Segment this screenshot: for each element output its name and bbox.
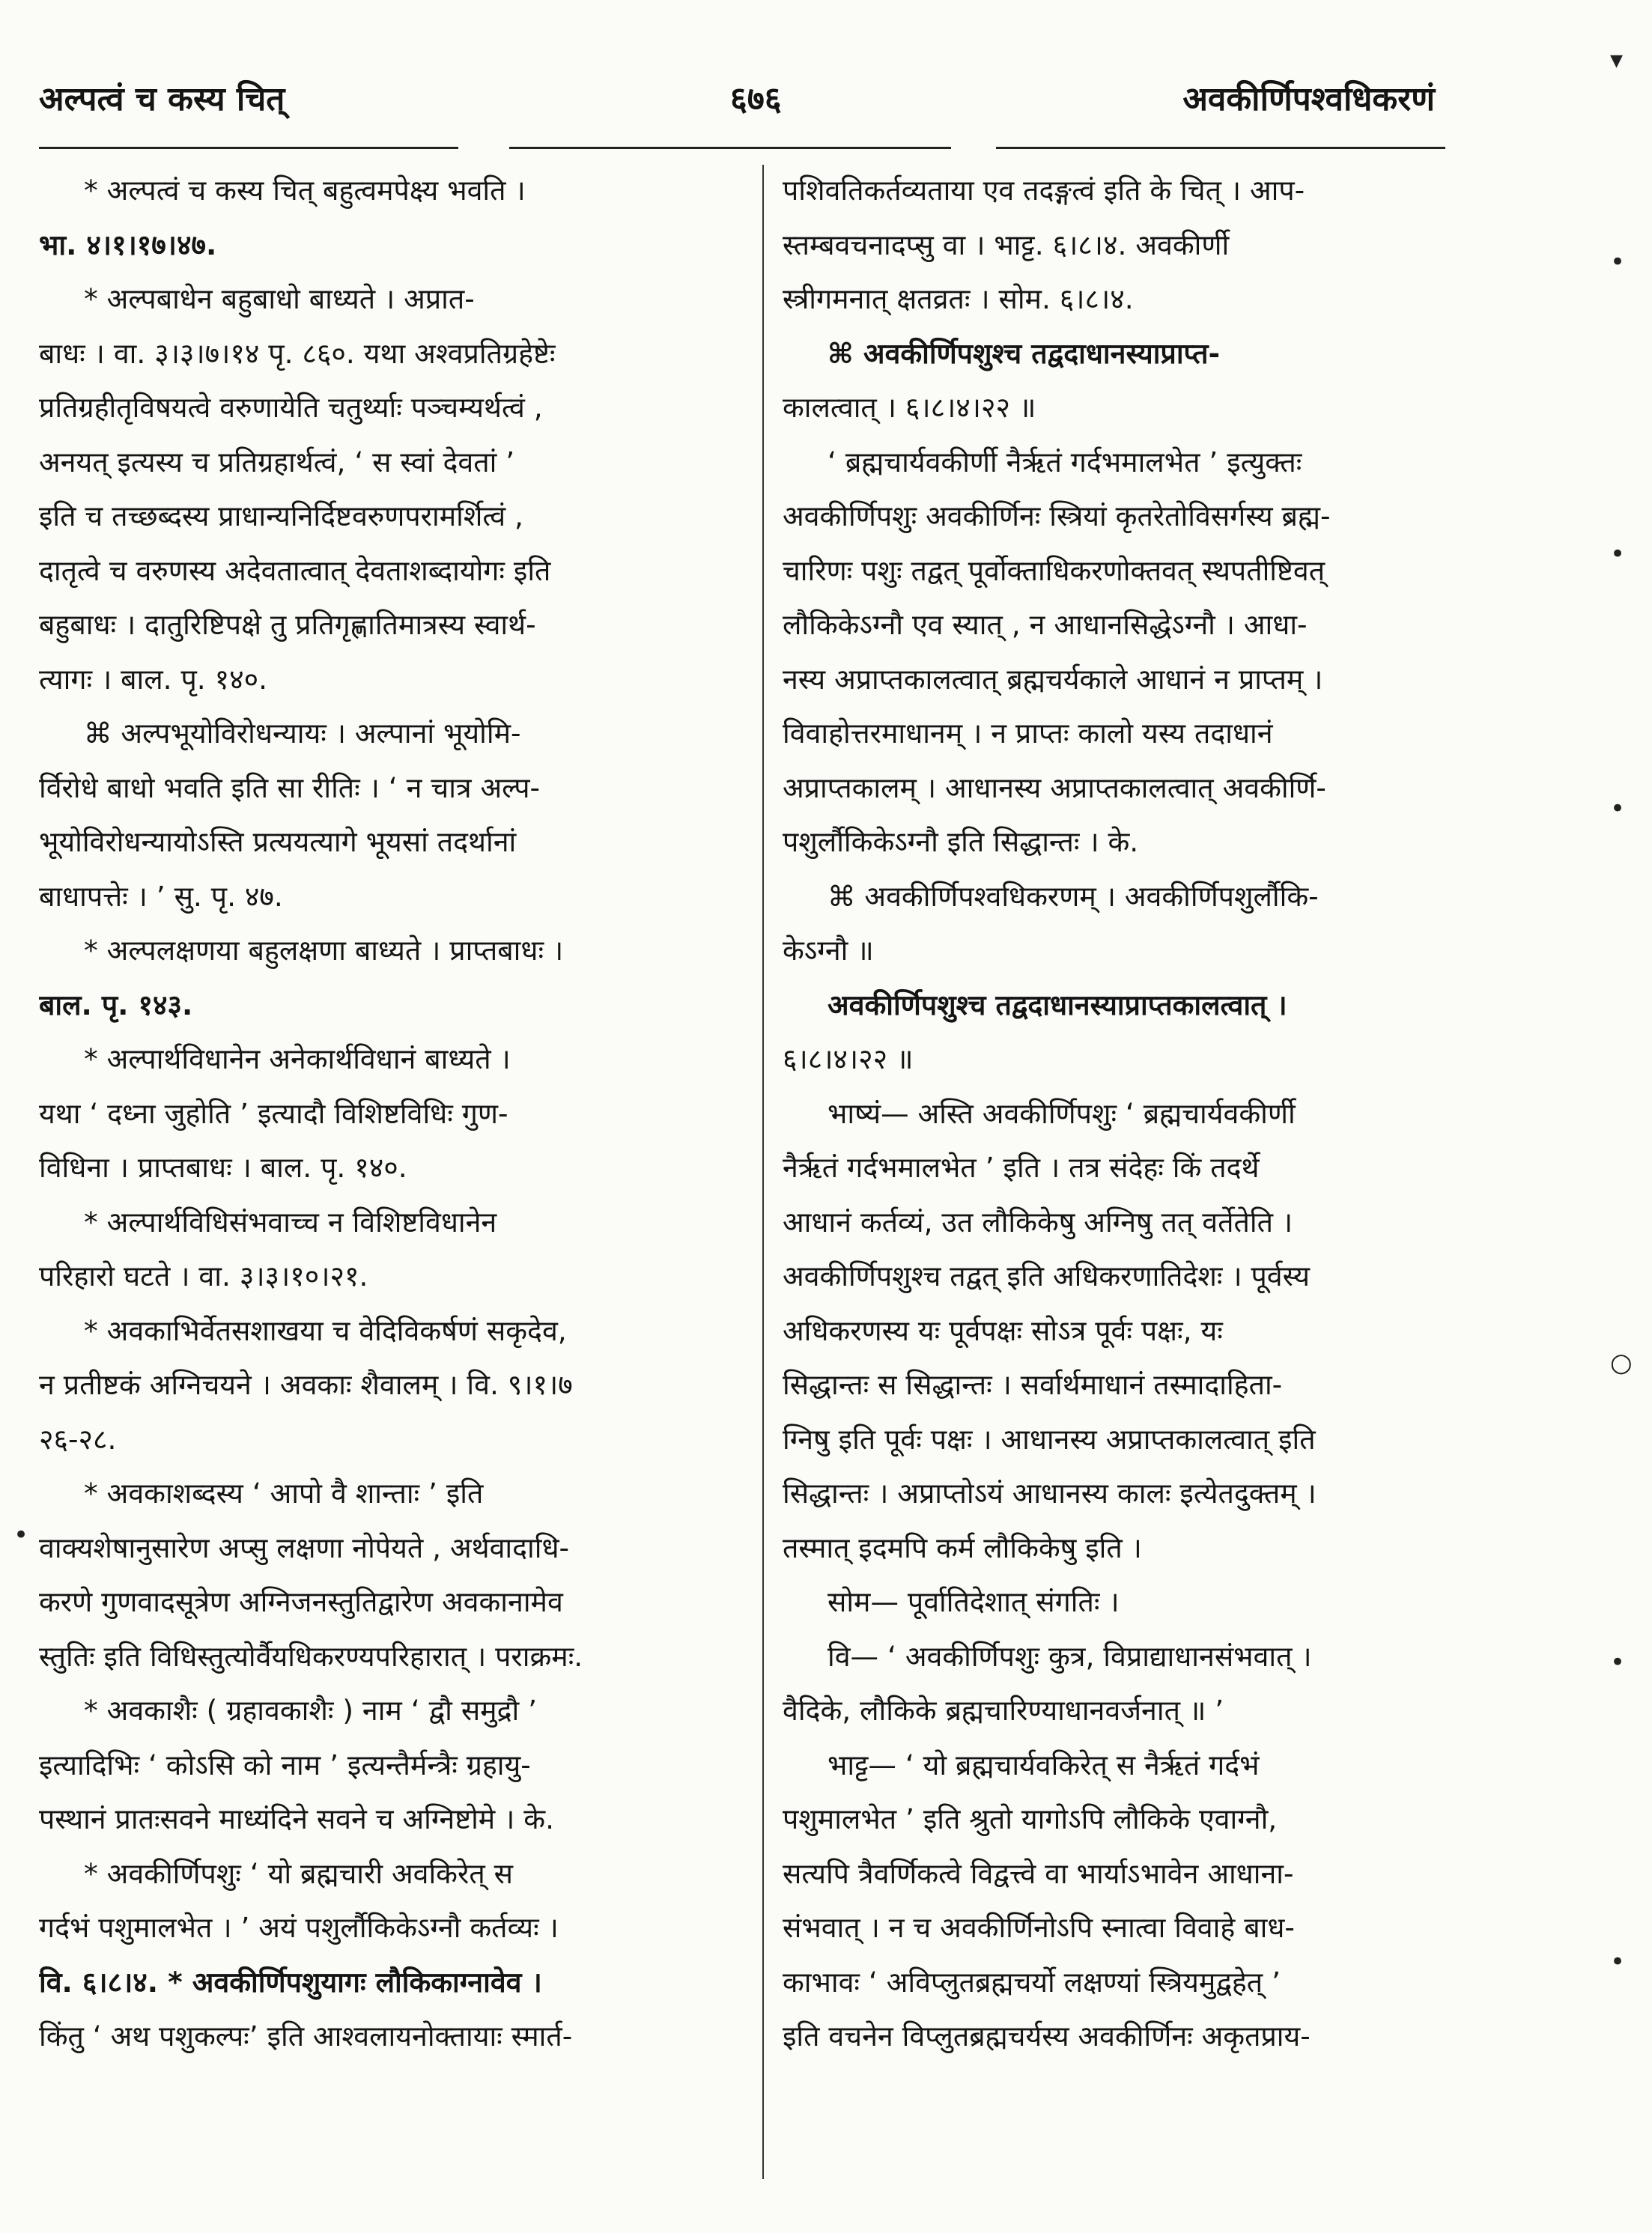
header-rule-left <box>39 147 458 149</box>
text-line: बाल. पृ. १४३. <box>39 988 193 1021</box>
margin-mark: • <box>1610 1647 1626 1677</box>
text-line: सोम— पूर्वातिदेशात् संगतिः । <box>827 1585 1120 1618</box>
text-line: भा. ४।१।१७।४७. <box>39 228 217 261</box>
text-line: * अल्पत्वं च कस्य चित् बहुत्वमपेक्ष्य भवति । <box>84 174 526 207</box>
text-line: पस्थानं प्रातःसवने माध्यंदिने सवने च अग्निष्टोमे । के. <box>39 1802 555 1835</box>
text-line: * अल्पबाधेन बहुबाधो बाध्यते । अप्रात- <box>84 282 475 315</box>
text-line: परिहारो घटते । वा. ३।३।१०।२१. <box>39 1260 368 1292</box>
text-line: सिद्धान्तः स सिद्धान्तः । सर्वार्थमाधानं तस्मादाहिता- <box>783 1368 1283 1401</box>
text-line: प्रतिग्रहीतृविषयत्वे वरुणायेति चतुर्थ्याः पञ्चम्यर्थत्वं , <box>39 391 543 424</box>
text-line: अनयत् इत्यस्य च प्रतिग्रहार्थत्वं, ‘ स स्वां देवतां ’ <box>39 445 515 478</box>
text-line: पशुर्लौकिकेऽग्नौ इति सिद्धान्तः । के. <box>783 825 1139 858</box>
text-line: सिद्धान्तः । अप्राप्तोऽयं आधानस्य कालः इत्येतदुक्तम् । <box>783 1477 1317 1510</box>
text-line: ⌘ अवकीर्णिपशुश्च तद्वदाधानस्याप्राप्त- <box>827 336 1221 370</box>
text-line: * अवकीर्णिपशुः ‘ यो ब्रह्मचारी अवकिरेत् स <box>84 1856 513 1890</box>
text-line: यथा ‘ दध्ना जुहोति ’ इत्यादौ विशिष्टविधिः गुण- <box>39 1096 508 1130</box>
margin-mark: • <box>1610 1947 1626 1977</box>
text-line: वि. ६।८।४. * अवकीर्णिपशुयागः लौकिकाग्नावेव । <box>39 1965 542 1999</box>
text-line: केऽग्नौ ॥ <box>783 934 874 967</box>
text-line: दातृत्वे च वरुणस्य अदेवतात्वात् देवताशब्दायोगः इति <box>39 553 551 587</box>
text-line: * अवकाशब्दस्य ‘ आपो वै शान्ताः ’ इति <box>84 1477 484 1510</box>
text-line: * अल्पलक्षणया बहुलक्षणा बाध्यते । प्राप्तबाधः । <box>84 934 564 967</box>
text-line: विधिना । प्राप्तबाधः । बाल. पृ. १४०. <box>39 1151 407 1184</box>
text-line: न प्रतीष्टकं अग्निचयने । अवकाः शैवालम् । वि. ९।१।७ <box>39 1368 573 1401</box>
margin-mark: • <box>13 1520 29 1550</box>
text-line: इत्यादिभिः ‘ कोऽसि को नाम ’ इत्यन्तैर्मन्त्रैः ग्रहायु- <box>39 1748 531 1781</box>
text-line: स्तुतिः इति विधिस्तुत्योर्वैयधिकरण्यपरिहारात् । पराक्रमः. <box>39 1639 583 1673</box>
text-line: २६-२८. <box>39 1422 117 1456</box>
text-line: स्तम्बवचनादप्सु वा । भाट्ट. ६।८।४. अवकीर्णी <box>783 228 1230 261</box>
text-line: नस्य अप्राप्तकालत्वात् ब्रह्मचर्यकाले आधानं न प्राप्तम् । <box>783 662 1323 696</box>
text-line: बाधापत्तेः । ’ सु. पृ. ४७. <box>39 879 283 913</box>
text-line: अधिकरणस्य यः पूर्वपक्षः सोऽत्र पूर्वः पक्षः, यः <box>783 1313 1223 1347</box>
text-line: * अवकाशैः ( ग्रहावकाशैः ) नाम ‘ द्वौ समुद्रौ ’ <box>84 1694 538 1727</box>
page-number: ६७६ <box>730 80 782 118</box>
text-line: अवकीर्णिपशुः अवकीर्णिनः स्त्रियां कृतरेतोविसर्गस्य ब्रह्म- <box>783 499 1331 532</box>
text-line: काभावः ‘ अविप्लुतब्रह्मचर्यो लक्षण्यां स्त्रियमुद्वहेत् ’ <box>783 1965 1281 1999</box>
text-line: र्विरोधे बाधो भवति इति सा रीतिः । ‘ न चात्र अल्प- <box>39 771 541 804</box>
margin-mark: • <box>1610 247 1626 277</box>
text-line: अप्राप्तकालम् । आधानस्य अप्राप्तकालत्वात् अवकीर्णि- <box>783 771 1326 804</box>
text-line: विवाहोत्तरमाधानम् । न प्राप्तः कालो यस्य तदाधानं <box>783 717 1273 750</box>
running-header-right: अवकीर्णिपश्वधिकरणं <box>1182 80 1435 118</box>
text-line: ⌘ अवकीर्णिपश्वधिकरणम् । अवकीर्णिपशुर्लौकि- <box>827 879 1319 913</box>
text-line: स्त्रीगमनात् क्षतव्रतः । सोम. ६।८।४. <box>783 282 1134 315</box>
text-line: करणे गुणवादसूत्रेण अग्निजनस्तुतिद्वारेण अवकानामेव <box>39 1585 563 1618</box>
text-line: ⌘ अल्पभूयोविरोधन्यायः । अल्पानां भूयोमि- <box>84 717 521 750</box>
text-line: कालत्वात् । ६।८।४।२२ ॥ <box>783 391 1036 424</box>
text-line: ६।८।४।२२ ॥ <box>783 1042 914 1075</box>
text-line: वाक्यशेषानुसारेण अप्सु लक्षणा नोपेयते , अर्थवादाधि- <box>39 1531 570 1564</box>
text-line: अवकीर्णिपशुश्च तद्वदाधानस्याप्राप्तकालत्वात् । <box>827 988 1287 1021</box>
running-header-left: अल्पत्वं च कस्य चित् <box>39 80 285 118</box>
margin-mark: ▾ <box>1610 45 1624 75</box>
header-rule-center <box>509 147 951 149</box>
text-line: * अल्पार्थविधिसंभवाच्च न विशिष्टविधानेन <box>84 1205 497 1239</box>
right-column <box>783 163 1472 2064</box>
text-line: पशिवतिकर्तव्यताया एव तदङ्गत्वं इति के चित् । आप- <box>783 174 1305 207</box>
text-line: किंतु ‘ अथ पशुकल्पः’ इति आश्वलायनोक्तायाः स्मार्त- <box>39 2020 573 2053</box>
text-line: भूयोविरोधन्यायोऽस्ति प्रत्ययत्यागे भूयसां तदर्थानां <box>39 825 517 858</box>
column-divider <box>762 165 764 2179</box>
text-line: लौकिकेऽग्नौ एव स्यात् , न आधानसिद्धेऽग्नौ । आधा- <box>783 608 1308 641</box>
text-line: इति च तच्छब्दस्य प्राधान्यनिर्दिष्टवरुणपरामर्शित्वं , <box>39 499 523 532</box>
margin-mark: • <box>1610 794 1626 824</box>
text-line: पशुमालभेत ’ इति श्रुतो यागोऽपि लौकिके एवाग्नौ, <box>783 1802 1278 1835</box>
text-line: ग्निषु इति पूर्वः पक्षः । आधानस्य अप्राप्तकालत्वात् इति <box>783 1422 1316 1456</box>
text-line: सत्यपि त्रैवर्णिकत्वे विद्वत्त्वे वा भार्याऽभावेन आधाना- <box>783 1856 1294 1890</box>
text-line: तस्मात् इदमपि कर्म लौकिकेषु इति । <box>783 1531 1142 1564</box>
text-line: नैर्ऋतं गर्दभमालभेत ’ इति । तत्र संदेहः किं तदर्थे <box>783 1151 1260 1184</box>
text-line: वि— ‘ अवकीर्णिपशुः कुत्र, विप्राद्याधानसंभवात् । <box>827 1639 1312 1673</box>
text-line: ‘ ब्रह्मचार्यवकीर्णी नैर्ऋतं गर्दभमालभेत ’ इत्युक्तः <box>827 445 1302 478</box>
text-line: भाष्यं— अस्ति अवकीर्णिपशुः ‘ ब्रह्मचार्यवकीर्णी <box>827 1096 1296 1130</box>
text-line: भाट्ट— ‘ यो ब्रह्मचार्यवकिरेत् स नैर्ऋतं गर्दभं <box>827 1748 1260 1781</box>
text-line: संभवात् । न च अवकीर्णिनोऽपि स्नात्वा विवाहे बाध- <box>783 1911 1295 1944</box>
text-line: चारिणः पशुः तद्वत् पूर्वोक्ताधिकरणोक्तवत् स्थपतीष्टिवत् <box>783 553 1325 587</box>
text-line: * अवकाभिर्वेतसशाखया च वेदिविकर्षणं सकृदेव, <box>84 1313 567 1347</box>
text-line: अवकीर्णिपशुश्च तद्वत् इति अधिकरणातिदेशः । पूर्वस्य <box>783 1260 1310 1292</box>
header-rule-right <box>996 147 1445 149</box>
margin-mark: ○ <box>1610 1348 1633 1378</box>
text-line: बाधः । वा. ३।३।७।१४ पृ. ८६०. यथा अश्वप्रतिग्रहेष्टेः <box>39 336 556 370</box>
left-column <box>39 163 728 2064</box>
margin-mark: • <box>1610 539 1626 569</box>
text-line: आधानं कर्तव्यं, उत लौकिकेषु अग्निषु तत् वर्तेतेति । <box>783 1205 1293 1239</box>
text-line: गर्दभं पशुमालभेत । ’ अयं पशुर्लौकिकेऽग्नौ कर्तव्यः । <box>39 1911 559 1944</box>
text-line: इति वचनेन विप्लुतब्रह्मचर्यस्य अवकीर्णिनः अकृतप्राय- <box>783 2020 1311 2053</box>
text-line: त्यागः । बाल. पृ. १४०. <box>39 662 268 696</box>
text-line: * अल्पार्थविधानेन अनेकार्थविधानं बाध्यते । <box>84 1042 511 1075</box>
text-line: बहुबाधः । दातुरिष्टिपक्षे तु प्रतिगृह्णातिमात्रस्य स्वार्थ- <box>39 608 536 641</box>
text-line: वैदिके, लौकिके ब्रह्मचारिण्याधानवर्जनात् ॥ ’ <box>783 1694 1224 1727</box>
